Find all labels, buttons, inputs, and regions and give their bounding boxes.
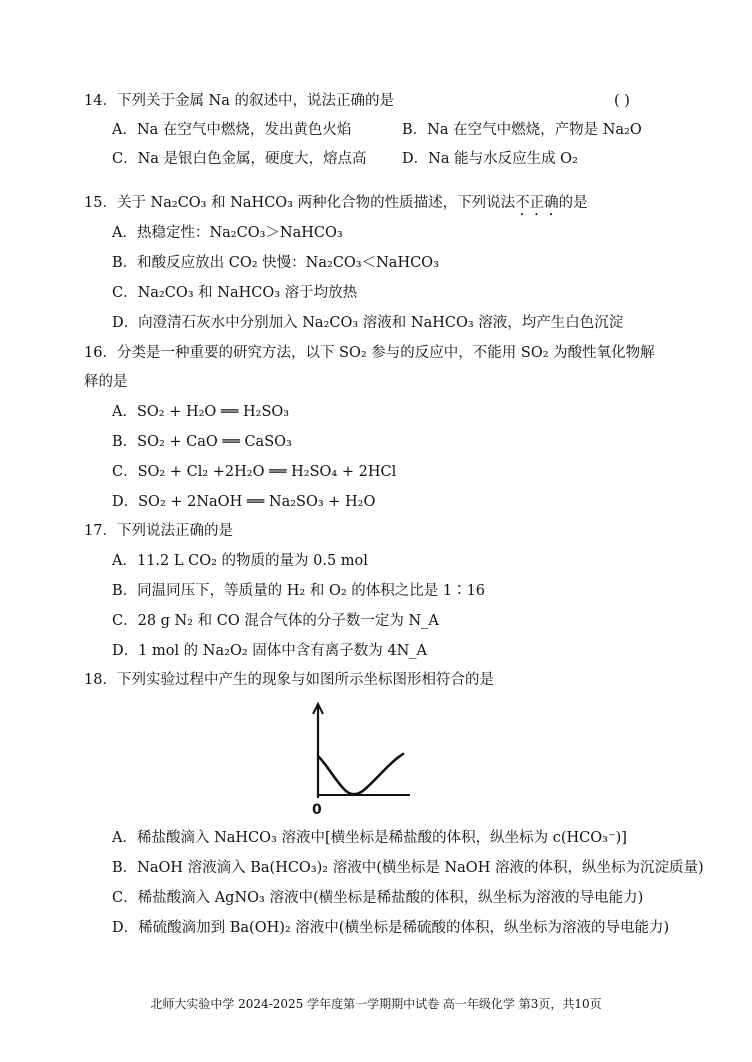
q16-option-a: A．SO₂ + H₂O ══ H₂SO₃ [112, 404, 290, 420]
q16-stem-line1: 16．分类是一种重要的研究方法，以下 SO₂ 参与的反应中，不能用 SO₂ 为酸性氧化物解 [84, 345, 655, 361]
q16-option-c: C．SO₂ + Cl₂ +2H₂O ══ H₂SO₄ + 2HCl [112, 464, 397, 480]
q15-stem-emphasis: 不正确 [515, 195, 559, 211]
q16-option-d: D．SO₂ + 2NaOH ══ Na₂SO₃ + H₂O [112, 494, 376, 510]
q15-option-b: B．和酸反应放出 CO₂ 快慢：Na₂CO₃＜NaHCO₃ [112, 255, 439, 271]
q17-option-d: D．1 mol 的 Na₂O₂ 固体中含有离子数为 4N_A [112, 643, 427, 659]
q14-option-b: B．Na 在空气中燃烧，产物是 Na₂O [402, 122, 642, 138]
q14-stem: 14．下列关于金属 Na 的叙述中，说法正确的是 [84, 93, 394, 109]
q18-option-a: A．稀盐酸滴入 NaHCO₃ 溶液中[横坐标是稀盐酸的体积，纵坐标为 c(HCO₃⁻)] [112, 830, 627, 846]
q17-stem: 17．下列说法正确的是 [84, 523, 233, 539]
q18-option-b: B．NaOH 溶液滴入 Ba(HCO₃)₂ 溶液中(横坐标是 NaOH 溶液的体积，纵坐标为沉淀质量) [112, 860, 704, 876]
q17-option-c: C．28 g N₂ 和 CO 混合气体的分子数一定为 N_A [112, 613, 439, 629]
q14-option-a: A．Na 在空气中燃烧，发出黄色火焰 [112, 122, 352, 138]
q17-option-a: A．11.2 L CO₂ 的物质的量为 0.5 mol [112, 553, 368, 569]
q18-stem: 18．下列实验过程中产生的现象与如图所示坐标图形相符合的是 [84, 672, 494, 688]
q14-option-d: D．Na 能与水反应生成 O₂ [402, 151, 578, 167]
q14-option-c: C．Na 是银白色金属，硬度大，熔点高 [112, 151, 367, 167]
graph-curve [318, 754, 403, 794]
graph-origin-label: 0 [312, 802, 322, 818]
q18-option-c: C．稀盐酸滴入 AgNO₃ 溶液中(横坐标是稀盐酸的体积，纵坐标为溶液的导电能力) [112, 890, 644, 906]
q18-graph [306, 698, 412, 820]
q14-answer-paren: ( ) [614, 93, 630, 109]
q15-option-a: A．热稳定性：Na₂CO₃＞NaHCO₃ [112, 225, 343, 241]
page-footer: 北师大实验中学 2024-2025 学年度第一学期期中试卷 高一年级化学 第3页，共10页 [150, 997, 602, 1011]
q16-option-b: B．SO₂ + CaO ══ CaSO₃ [112, 434, 292, 450]
q15-option-d: D．向澄清石灰水中分别加入 Na₂CO₃ 溶液和 NaHCO₃ 溶液，均产生白色沉淀 [112, 315, 624, 331]
q17-option-b: B．同温同压下，等质量的 H₂ 和 O₂ 的体积之比是 1∶16 [112, 583, 486, 599]
q15-stem-after: 的是 [558, 195, 588, 211]
q16-stem-line2: 释的是 [84, 374, 128, 390]
q18-option-d: D．稀硫酸滴加到 Ba(OH)₂ 溶液中(横坐标是稀硫酸的体积，纵坐标为溶液的导电能力) [112, 920, 670, 936]
q15-stem [84, 193, 588, 219]
q15-stem-before: 15．关于 Na₂CO₃ 和 NaHCO₃ 两种化合物的性质描述，下列说法 [84, 195, 516, 211]
q15-option-c: C．Na₂CO₃ 和 NaHCO₃ 溶于均放热 [112, 285, 358, 301]
